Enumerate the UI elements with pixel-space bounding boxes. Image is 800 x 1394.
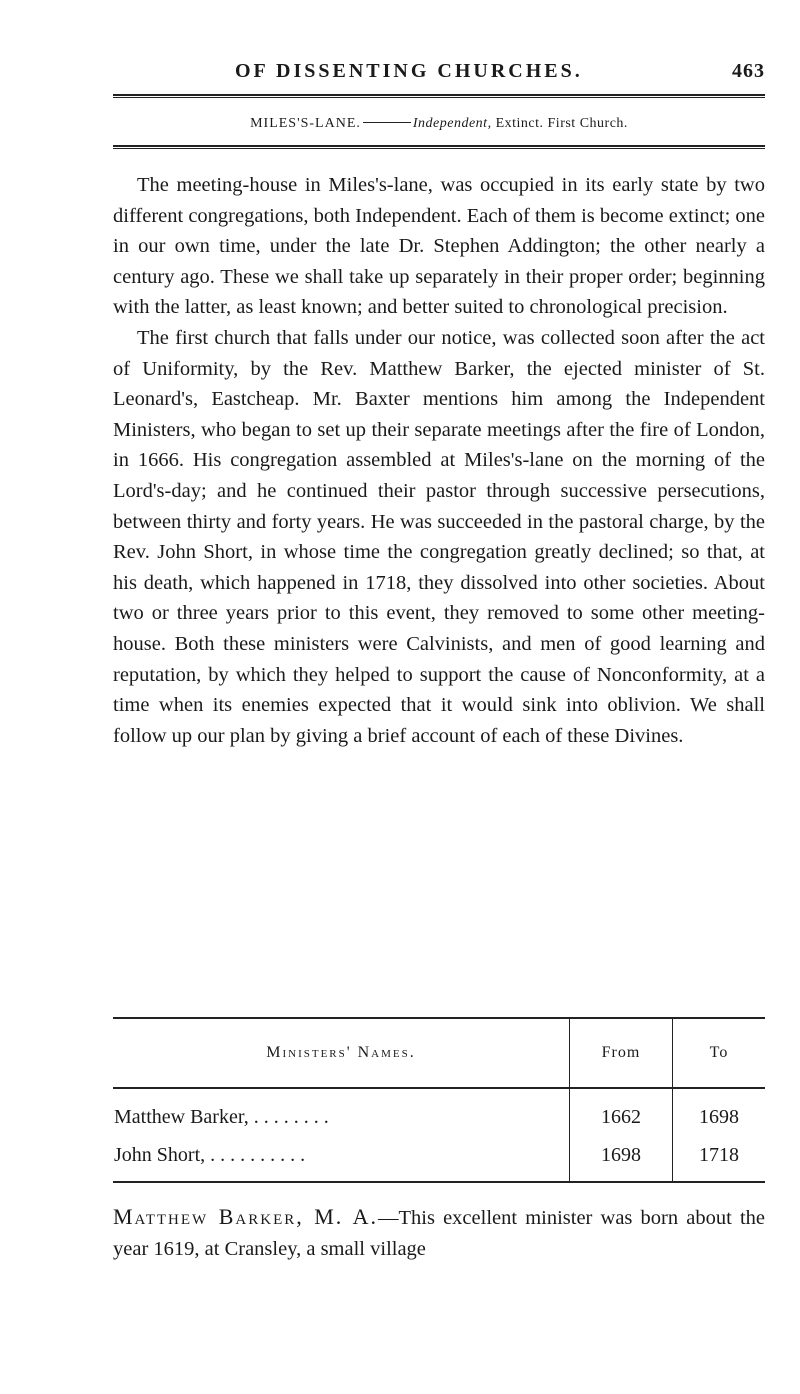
bottom-rule-thick: [113, 145, 765, 147]
minister-from: 1662: [570, 1088, 673, 1136]
paragraph-intro: The meeting-house in Miles's-lane, was occupied in its early state by two different congregations, both Independent. Each of them is become extinct; one in our own time, under the late Dr. Stephen Addington; the other nearly a century ago. These we shall take up separately in their proper order; beginning with the latter, as least known; and better suited to chronological precision.: [113, 174, 765, 319]
table-header-row: [113, 1018, 765, 1088]
table-row: [113, 1088, 765, 1136]
section-place: MILES'S-LANE.: [250, 116, 361, 131]
section-status: Independent,: [412, 116, 492, 131]
top-rule-thin: [113, 97, 765, 98]
paragraph-first-church: The first church that falls under our notice, was collected soon after the act of Uniformity, by the Rev. Matthew Barker, the ejected minister of St. Leonard's, Eastcheap. Mr. Baxter mentions him among the Independent Ministers, who began to set up their separate meetings after the fire of London, in 1666. His congregation assembled at Miles's-lane on the morning of the Lord's-day; and he continued their pastor through successive persecutions, between thirty and forty years. He was succeeded in the pastoral charge, by the Rev. John Short, in whose time the congregation greatly declined; so that, at his death, which happened in 1718, they dissolved into other societies. About two or three years prior to this event, they removed to some other meeting-house. Both these ministers were Calvinists, and men of good learning and reputation, by which they helped to support the cause of Nonconformity, at a time when its enemies expected that it would sink into oblivion. We shall follow up our plan by giving a brief account of each of these Divines.: [113, 326, 765, 747]
heading-dash: [363, 122, 411, 123]
minister-to: 1718: [673, 1136, 766, 1182]
minister-name: John Short, . . . . . . . . . .: [113, 1136, 570, 1182]
biography-paragraph: [113, 1202, 765, 1264]
biography-text: —This excellent minister was born about the year 1619, at Cransley, a small village: [113, 1207, 765, 1260]
body-text: [113, 170, 765, 751]
page-number: 463: [732, 60, 765, 82]
header-ministers-names: Ministers' Names.: [113, 1018, 570, 1088]
header-to: To: [673, 1018, 766, 1088]
running-head-title: OF DISSENTING CHURCHES.: [235, 60, 583, 82]
ministers-table: [113, 1017, 765, 1183]
biography-name: Matthew Barker, M. A.: [113, 1204, 378, 1229]
bottom-rule-thin: [113, 148, 765, 149]
section-heading: [113, 116, 765, 132]
minister-from: 1698: [570, 1136, 673, 1182]
table-row: [113, 1136, 765, 1182]
minister-name: Matthew Barker, . . . . . . . .: [114, 1105, 329, 1128]
top-rule-thick: [113, 94, 765, 96]
header-from: From: [570, 1018, 673, 1088]
minister-to: 1698: [673, 1088, 766, 1136]
section-note: Extinct. First Church.: [495, 116, 628, 131]
